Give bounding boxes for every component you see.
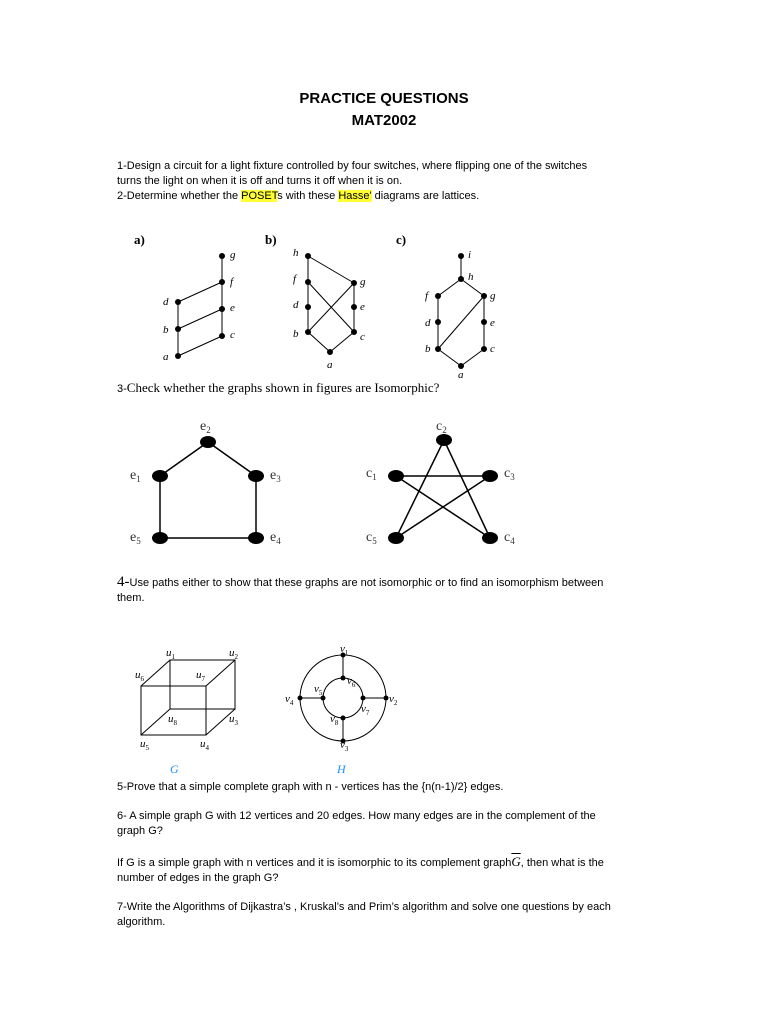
hasse-c-node: i: [468, 249, 472, 261]
vertex-c3: $c_3$: [504, 466, 515, 482]
hasse-c-node: f: [425, 290, 429, 302]
question-3-num: 3-: [117, 383, 127, 395]
hasse-a-node: c: [230, 329, 235, 341]
vertex-v7: $v_7$: [361, 703, 370, 717]
vertex-u6: $u_6$: [135, 669, 144, 683]
course-code: MAT2002: [351, 112, 417, 129]
question-6b-line2: number of edges in the graph G?: [117, 872, 279, 884]
vertex-e1: $e_1$: [130, 468, 141, 484]
question-6b: [117, 854, 604, 886]
vertex-v2: $v_2$: [389, 693, 398, 707]
hasse-a-node: a: [163, 351, 169, 363]
hasse-a-node: e: [230, 302, 235, 314]
question-6b-text: If G is a simple graph with n vertices and it is isomorphic to its complement graph: [117, 857, 512, 869]
graph-h-caption: H: [337, 762, 346, 776]
question-1-line2: turns the light on when it is off and turns it off when it is on.: [117, 175, 403, 187]
question-4-num: 4-: [117, 574, 130, 590]
vertex-e3: $e_3$: [270, 468, 281, 484]
vertex-u8: $u_8$: [168, 713, 177, 727]
hasse-b-node: d: [293, 299, 299, 311]
vertex-e5: $e_5$: [130, 530, 141, 546]
hasse-b-node: f: [293, 273, 297, 285]
vertex-v3: $v_3$: [340, 739, 349, 753]
hasse-b-label: b): [265, 232, 277, 247]
vertex-u5: $u_5$: [140, 738, 149, 752]
vertex-u2: $u_2$: [229, 647, 238, 661]
question-6b-line1: [117, 854, 604, 871]
page-title: PRACTICE QUESTIONS: [299, 90, 469, 107]
hasse-c-label: c): [396, 232, 407, 247]
question-7-line2: algorithm.: [117, 916, 166, 928]
hasse-c-node: d: [425, 317, 431, 329]
hasse-c-node: g: [490, 290, 496, 302]
vertex-c1: $c_1$: [366, 466, 377, 482]
question-2-pre: 2-Determine whether the: [117, 190, 242, 202]
hasse-b-node: e: [360, 301, 365, 313]
vertex-e2: $e_2$: [200, 419, 211, 435]
vertex-c4: $c_4$: [504, 530, 515, 546]
vertex-v8: $v_8$: [330, 713, 339, 727]
question-2-post: diagrams are lattices.: [371, 190, 480, 202]
hasse-c-node: e: [490, 317, 495, 329]
question-7: [117, 900, 611, 930]
question-5: 5-Prove that a simple complete graph with n - vertices has the {n(n-1)/2} edges.: [117, 781, 504, 793]
vertex-c2: $c_2$: [436, 419, 447, 435]
hasse-c-node: b: [425, 343, 431, 355]
hasse-highlight: Hasse': [338, 190, 372, 202]
hasse-a-node: d: [163, 296, 169, 308]
vertex-c5: $c_5$: [366, 530, 377, 546]
hasse-a-node: g: [230, 249, 236, 261]
vertex-u4: $u_4$: [200, 738, 209, 752]
question-3-text: Check whether the graphs shown in figures are Isomorphic?: [126, 380, 440, 395]
vertex-u3: $u_3$: [229, 713, 238, 727]
vertex-v1: $v_1$: [340, 643, 349, 657]
vertex-u7: $u_7$: [196, 669, 205, 683]
hasse-a-label: a): [134, 232, 145, 247]
question-1-line1: 1-Design a circuit for a light fixture controlled by four switches, where flipping one of the switches: [117, 160, 588, 172]
question-6b-text-end: , then what is the: [520, 857, 604, 869]
hasse-b-node: b: [293, 328, 299, 340]
hasse-a-node: b: [163, 324, 169, 336]
hasse-b-node: g: [360, 276, 366, 288]
hasse-c-node: c: [490, 343, 495, 355]
hasse-c-node: a: [458, 369, 464, 381]
vertex-e4: $e_4$: [270, 530, 281, 546]
vertex-v5: $v_5$: [314, 683, 323, 697]
question-6-line1: 6- A simple graph G with 12 vertices and 20 edges. How many edges are in the complement of the: [117, 810, 596, 822]
hasse-b-node: a: [327, 359, 333, 371]
question-2-mid: s with these: [277, 190, 339, 202]
vertex-v4: $v_4$: [285, 693, 294, 707]
poset-highlight: POSET: [241, 190, 278, 202]
question-6: [117, 809, 651, 839]
question-6-line2: graph G?: [117, 825, 163, 837]
hasse-c-node: h: [468, 271, 474, 283]
question-4-text: Use paths either to show that these graphs are not isomorphic or to find an isomorphism between: [129, 577, 604, 589]
hasse-b-node: c: [360, 331, 365, 343]
hasse-a-node: f: [230, 276, 234, 288]
vertex-u1: $u_1$: [166, 647, 175, 661]
question-4-line2: them.: [117, 592, 145, 604]
question-7-line1: 7-Write the Algorithms of Dijkastra’s , Kruskal’s and Prim’s algorithm and solve one questions by each: [117, 901, 611, 913]
complement-g-symbol: $\overline{G}$: [511, 854, 521, 869]
graph-g-caption: G: [170, 762, 179, 776]
vertex-v6: $v_6$: [347, 675, 356, 689]
hasse-b-node: h: [293, 247, 299, 259]
